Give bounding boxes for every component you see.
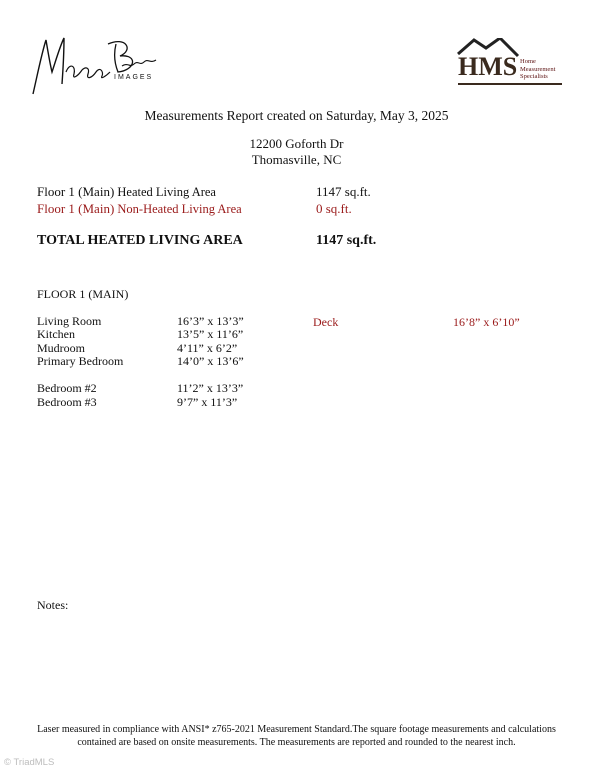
disclaimer-line-1: Laser measured in compliance with ANSI* z765-2021 Measurement Standard.The square footage measurements and calculations	[37, 724, 556, 735]
hms-tagline	[520, 58, 555, 81]
room-dims: 14’0” x 13’6”	[177, 354, 244, 368]
hms-line-1: Home	[520, 58, 536, 65]
room-dims: 4’11” x 6’2”	[177, 341, 238, 355]
hms-letters: HMS	[458, 52, 518, 81]
nonheated-room-name: Deck	[313, 315, 339, 329]
room-name: Living Room	[37, 314, 102, 328]
nonheated-room-dims: 16’8” x 6’10”	[453, 315, 520, 329]
room-dims: 11’2” x 13’3”	[177, 381, 244, 395]
room-name: Bedroom #3	[37, 395, 97, 409]
address-line-1: 12200 Goforth Dr	[249, 136, 344, 151]
room-name: Kitchen	[37, 327, 75, 341]
heated-area-value: 1147 sq.ft.	[316, 184, 371, 199]
nonheated-area-value: 0 sq.ft.	[316, 201, 352, 216]
notes-label: Notes:	[37, 598, 69, 612]
room-dims: 9’7” x 11’3”	[177, 395, 238, 409]
room-dims: 16’3” x 13’3”	[177, 314, 244, 328]
hms-line-2: Measurement	[520, 65, 556, 73]
logo-images-text: IMAGES	[114, 74, 154, 81]
nonheated-area-text: Non-Heated Living Area	[114, 202, 242, 216]
hms-line-3: Specialists	[520, 73, 548, 80]
nonheated-area-label	[37, 201, 242, 217]
room-dims: 13’5” x 11’6”	[177, 327, 244, 341]
address-line-2: Thomasville, NC	[251, 152, 342, 167]
room-name: Bedroom #2	[37, 381, 97, 395]
floor-heading: FLOOR 1 (MAIN)	[37, 287, 129, 301]
heated-floor-name: Floor 1 (Main)	[37, 184, 115, 199]
disclaimer	[20, 723, 573, 749]
total-area-label: TOTAL HEATED LIVING AREA	[37, 233, 243, 248]
total-area-value: 1147 sq.ft.	[316, 233, 377, 248]
room-name: Primary Bedroom	[37, 354, 124, 368]
hms-logo	[456, 38, 566, 88]
nonheated-floor-name: Floor 1 (Main)	[37, 201, 115, 216]
signature-graphic	[30, 32, 160, 102]
mls-watermark: © TriadMLS	[4, 757, 55, 768]
heated-area-label	[37, 184, 216, 200]
disclaimer-line-2: contained are based on onsite measurements. The measurements are reported and rounded to the nearest inch.	[77, 737, 516, 748]
heated-area-text: Heated Living Area	[114, 185, 216, 199]
room-name: Mudroom	[37, 341, 85, 355]
marco-basile-logo	[30, 32, 160, 102]
report-title: Measurements Report created on Saturday, May 3, 2025	[144, 108, 449, 123]
